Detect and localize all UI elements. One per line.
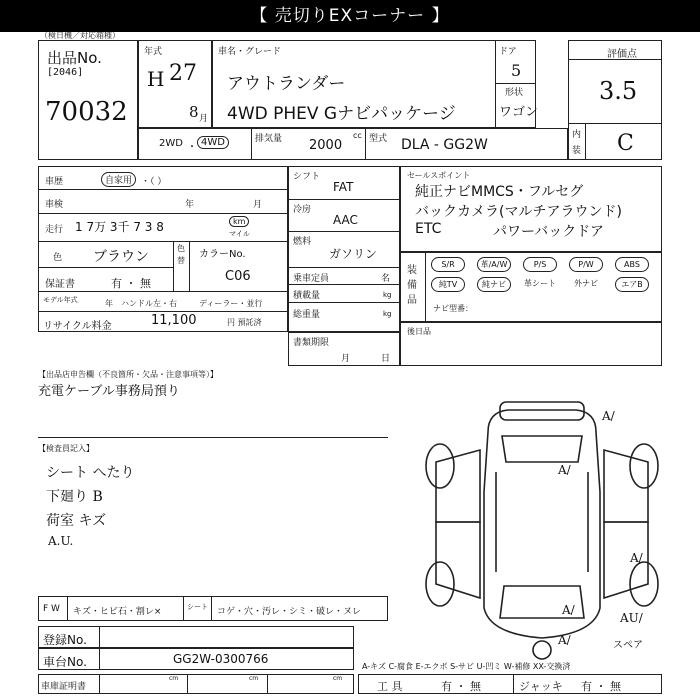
reg-label: 登録No. [43, 633, 87, 647]
displacement-unit: cc [353, 131, 362, 140]
recycle-amount: 11,100 [151, 313, 197, 328]
color-no: C06 [225, 269, 251, 284]
gross-label: 総重量 [293, 310, 321, 320]
seat-values: コゲ・穴・汚レ・シミ・破レ・ヌレ [217, 607, 362, 617]
reg-row [38, 626, 354, 648]
equipment-box [400, 252, 662, 322]
damage-mark-2: A/ [558, 463, 571, 477]
score-label: 評価点 [607, 49, 637, 60]
model: DLA - GG2W [401, 137, 488, 153]
equip-airbag: エアB [615, 277, 649, 292]
equipment-label: 装備品 [407, 265, 417, 306]
cert-unit-2: cm [249, 675, 259, 682]
warranty-label: 保証書 [45, 279, 75, 290]
equip-leather: 革シート [524, 279, 556, 288]
cert-unit-1: cm [169, 675, 179, 682]
inspector-label: 【検査員記入】 [38, 444, 94, 453]
sales-line-1: 純正ナビMMCS・フルセグ [415, 184, 584, 200]
damage-mark-5: A/ [558, 633, 571, 647]
chassis-row [38, 648, 354, 670]
lot-sub: [2046] [47, 67, 84, 78]
load-unit: kg [383, 291, 392, 299]
capacity-label: 乗車定員 [293, 274, 330, 284]
color-change-label-2: 替 [177, 256, 185, 265]
inspector-line-1: シート へたり [46, 465, 135, 481]
chassis-number: GG2W-0300766 [173, 652, 269, 666]
inspection-label: 車検 [45, 200, 64, 210]
ac-label: 冷房 [293, 205, 312, 215]
displacement: 2000 [309, 138, 343, 153]
ac: AAC [333, 213, 358, 227]
equip-navi: 純ナビ [477, 277, 511, 292]
shift: FAT [333, 180, 354, 194]
sales-points-label: セールスポイント [407, 171, 471, 180]
gross-unit: kg [383, 310, 392, 318]
deadline-box [288, 332, 400, 366]
year-value: 27 [169, 61, 197, 86]
sales-line-3b: パワーバックドア [493, 224, 604, 240]
shift-label: シフト [293, 172, 321, 182]
sales-line-3a: ETC [415, 221, 442, 237]
equip-aw: 革/A/W [477, 257, 511, 272]
recycle-label: リサイクル料金 [43, 321, 112, 332]
inspector-line-4: A.U. [48, 534, 74, 548]
displacement-label: 排気量 [255, 134, 283, 144]
color-change-label-1: 色 [177, 244, 185, 253]
sheet-top-label: （検日機／対応箱種） [40, 31, 120, 40]
car-damage-diagram [418, 372, 662, 662]
drive-2wd: 2WD [159, 138, 183, 149]
jack-label: ジャッキ [519, 680, 563, 693]
details-box [38, 166, 288, 332]
tools-row [358, 674, 662, 694]
fw-seat-row [38, 596, 388, 621]
capacity-unit: 名 [381, 274, 391, 284]
handle-label: ハンドル [121, 299, 153, 308]
auction-sheet [38, 32, 662, 700]
chassis-label: 車台No. [43, 655, 87, 669]
seat-label: シート [187, 603, 208, 611]
equip-tv: 純TV [431, 277, 465, 292]
model-label: 型式 [369, 134, 388, 144]
shape: ワゴン [499, 105, 539, 120]
year-month: 8 [189, 103, 199, 121]
origin-text: 充電ケーブル事務局預り [38, 384, 180, 399]
color-no-label: カラーNo. [199, 249, 246, 260]
doors: 5 [511, 61, 522, 80]
grade: 4WD PHEV Gナビパッケージ [227, 104, 456, 124]
cert-row [38, 674, 354, 694]
dealer-label: ディーラー・並行 [199, 299, 263, 308]
interior-label-2: 装 [572, 146, 582, 156]
year-era: H [147, 67, 165, 91]
fw-label: F W [43, 604, 60, 614]
load-label: 積載量 [293, 291, 321, 301]
mileage-unit-mile: マイル [229, 230, 250, 238]
color: ブラウン [93, 249, 149, 265]
mileage-label: 走行 [45, 225, 64, 235]
deadline-month: 月 [341, 354, 351, 364]
car-name: アウトランダー [227, 74, 346, 94]
navi-model-label: ナビ型番： [433, 304, 473, 313]
damage-mark-6: AU/ [620, 611, 643, 625]
mileage-unit-km: km [229, 216, 249, 227]
interior-grade: C [617, 131, 634, 156]
handle-value: 左・右 [153, 299, 177, 308]
jack-value: 有 ・ 無 [581, 680, 621, 693]
name-box [212, 40, 539, 128]
door-label: ドア [499, 47, 517, 57]
inspection-year: 年 [185, 200, 195, 210]
inspector-line-2: 下廻り B [46, 489, 103, 505]
cert-label: 車庫証明書 [41, 682, 87, 692]
cert-unit-3: cm [333, 675, 343, 682]
deadline-day: 日 [381, 354, 391, 364]
later-items-box [400, 322, 662, 366]
spec-box [288, 166, 400, 332]
color-label: 色 [53, 253, 63, 263]
year-box [138, 40, 212, 128]
score-box [568, 40, 662, 160]
shape-label: 形状 [505, 88, 524, 98]
warranty-value: 有 ・ 無 [111, 277, 151, 290]
spare-label: スペア [613, 640, 643, 651]
equip-ext-navi: 外ナビ [574, 279, 598, 288]
damage-mark-3: A/ [630, 551, 643, 565]
tools-value: 有 ・ 無 [441, 680, 481, 693]
drive-row [138, 128, 568, 160]
model-year-label: モデル年式 [43, 296, 78, 304]
banner: 【 売切りEXコーナー 】 [0, 0, 700, 32]
deadline-label: 書類期限 [293, 338, 330, 348]
origin-label: 【出品店申告欄（不良箇所・欠品・注意事項等）】 [38, 370, 218, 379]
fuel-label: 燃料 [293, 237, 312, 247]
equip-abs: ABS [615, 257, 649, 272]
fuel: ガソリン [329, 247, 378, 261]
history-label: 車歴 [45, 177, 64, 187]
equip-ps: P/S [523, 257, 557, 272]
equip-sr: S/R [431, 257, 465, 272]
lot-number: 70032 [45, 97, 128, 127]
drive-sep: ・ [187, 142, 197, 153]
recycle-unit: 円 預託済 [227, 318, 262, 327]
mileage: 1 7万 3千 7 3 8 [75, 220, 164, 234]
damage-legend: A-キズ C-腐食 E-エクボ S-サビ U-凹ミ W-補修 XX-交換済 [362, 662, 571, 671]
interior-label-1: 内 [572, 130, 582, 140]
year-label: 年式 [144, 47, 163, 57]
sales-line-2: バックカメラ(マルチアラウンド) [415, 204, 622, 220]
lot-box [38, 40, 138, 160]
score: 3.5 [599, 77, 638, 105]
fw-values: キズ・ヒビ石・割レ× [73, 607, 162, 617]
inspection-month: 月 [253, 200, 263, 210]
model-year-unit: 年 [105, 299, 113, 308]
lot-label: 出品No. [47, 49, 102, 67]
equip-pw: P/W [569, 257, 603, 272]
sales-points-box [400, 166, 662, 252]
name-label: 車名・グレード [218, 47, 282, 57]
history-rest: ・（ ） [141, 177, 167, 187]
later-items-label: 後日品 [407, 327, 431, 336]
damage-mark-1: A/ [602, 409, 615, 423]
damage-mark-4: A/ [562, 603, 575, 617]
history-value: 自家用 [101, 172, 136, 187]
year-month-unit: 月 [199, 114, 209, 124]
tools-label: 工 具 [377, 680, 403, 693]
inspector-line-3: 荷室 キズ [46, 513, 107, 529]
drive-4wd: 4WD [197, 136, 229, 149]
